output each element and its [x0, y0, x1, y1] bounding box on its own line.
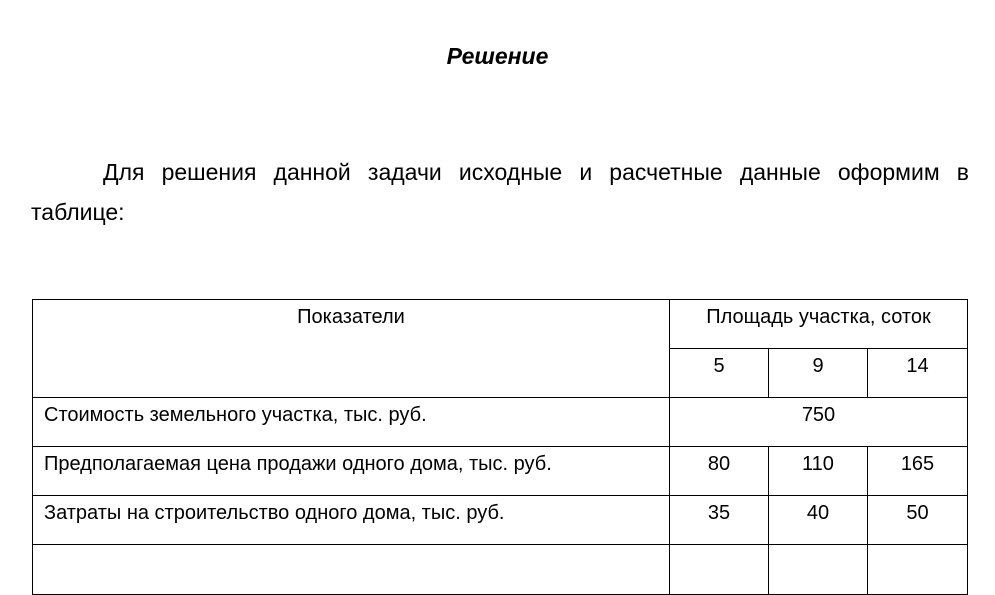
row-value — [868, 545, 968, 595]
row-value: 35 — [670, 496, 769, 545]
table-header-row — [33, 300, 968, 349]
section-heading: Решение — [446, 43, 549, 69]
row-value — [769, 545, 868, 595]
row-value: 40 — [769, 496, 868, 545]
table-row — [33, 496, 968, 545]
table-row — [33, 447, 968, 496]
row-value: 80 — [670, 447, 769, 496]
intro-paragraph: Для решения данной задачи исходные и расчетные данные оформим в таблице: — [31, 159, 969, 225]
header-area-5: 5 — [670, 349, 769, 398]
header-area-9: 9 — [769, 349, 868, 398]
row-value: 110 — [769, 447, 868, 496]
data-table — [32, 299, 968, 595]
row-value: 165 — [868, 447, 968, 496]
header-indicators: Показатели — [33, 300, 670, 398]
table-row-partial — [33, 545, 968, 595]
row-label: Стоимость земельного участка, тыс. руб. — [33, 398, 670, 447]
header-area-14: 14 — [868, 349, 968, 398]
row-label: Затраты на строительство одного дома, тыс. руб. — [33, 496, 670, 545]
header-plot-area: Площадь участка, соток — [670, 300, 968, 349]
row-value — [670, 545, 769, 595]
table-row — [33, 398, 968, 447]
row-value: 50 — [868, 496, 968, 545]
row-label: Предполагаемая цена продажи одного дома, тыс. руб. — [33, 447, 670, 496]
row-label — [33, 545, 670, 595]
row-merged-value: 750 — [670, 398, 968, 447]
